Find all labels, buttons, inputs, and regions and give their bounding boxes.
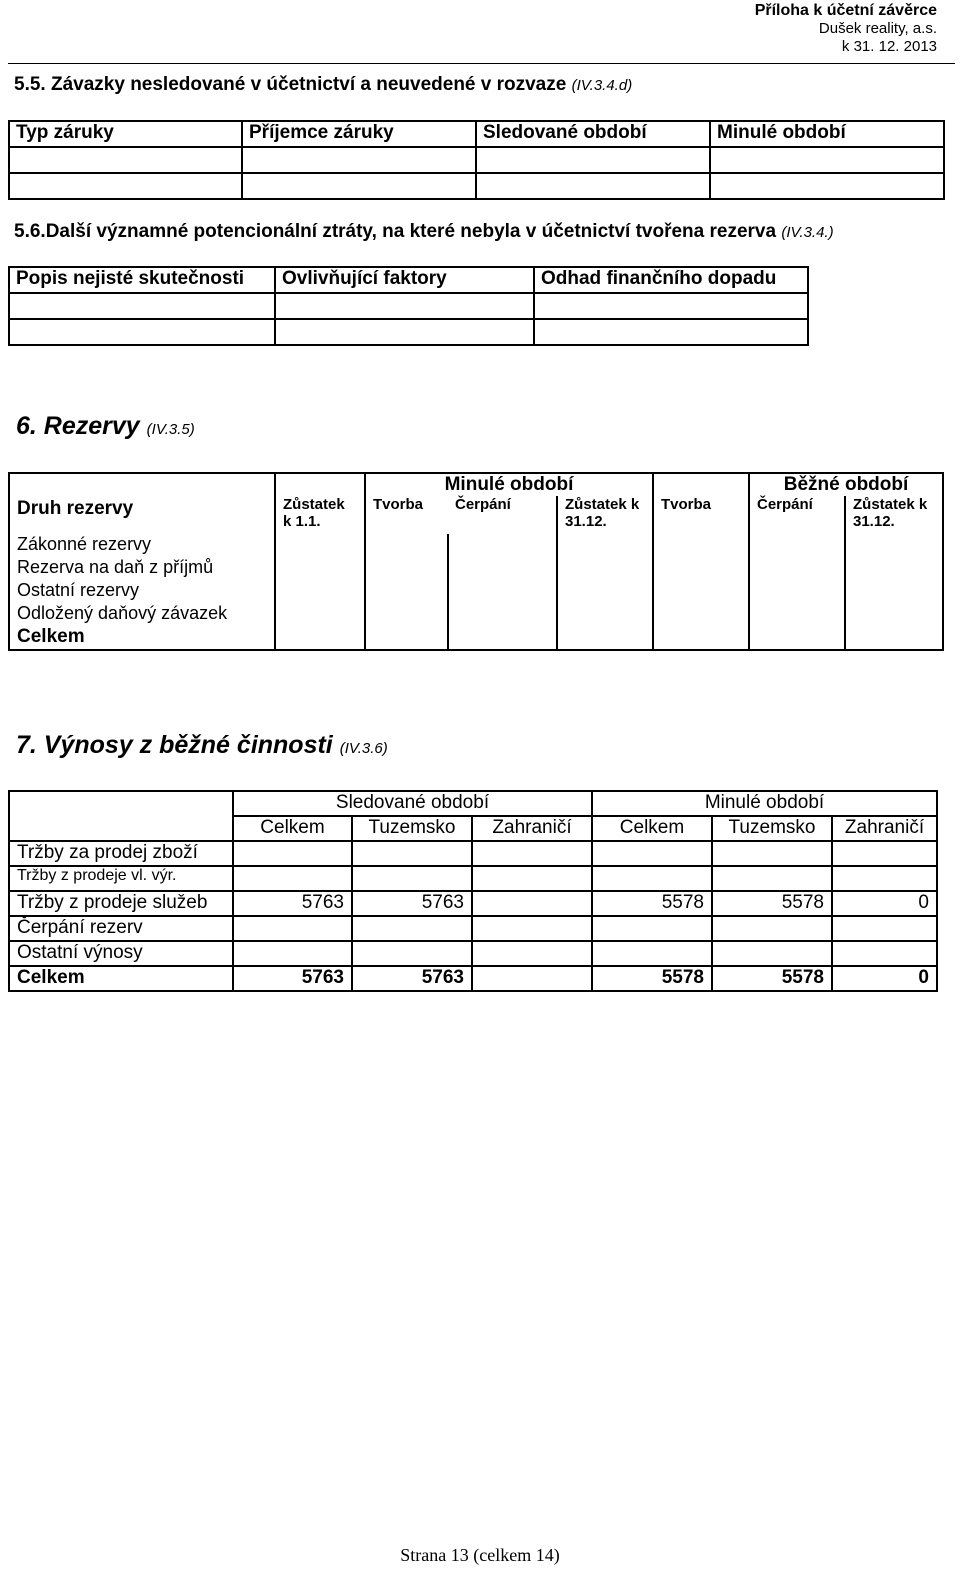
cell: [472, 916, 592, 941]
section-7-heading: [16, 731, 388, 760]
col-header: Zahraničí: [472, 816, 592, 841]
group-curr-period: Sledované období: [233, 791, 592, 816]
cell: [592, 916, 712, 941]
section-6-title: 6. Rezervy: [16, 412, 140, 440]
section-7-ref: (IV.3.6): [339, 740, 388, 757]
table-group-row: [9, 473, 943, 496]
row-label: Ostatní výnosy: [9, 941, 233, 966]
cell: 5578: [712, 966, 832, 991]
row-label: Ostatní rezervy: [9, 580, 275, 603]
table-row: [9, 147, 944, 173]
col-header: Popis nejisté skutečnosti: [9, 267, 275, 293]
cell: 5763: [233, 891, 352, 916]
col-header: Celkem: [592, 816, 712, 841]
cell: [712, 841, 832, 866]
table-row: [9, 319, 808, 345]
col-prev-creation: Tvorba: [365, 496, 448, 534]
cell: [352, 866, 472, 891]
table-total-row: [9, 966, 937, 991]
col-curr-closing: Zůstatek k 31.12.: [845, 496, 943, 534]
row-label: Tržby za prodej zboží: [9, 841, 233, 866]
cell: [712, 866, 832, 891]
table-row: [9, 841, 937, 866]
row-header: Druh rezervy: [9, 496, 275, 534]
cell: 0: [832, 891, 937, 916]
table-row: [9, 557, 943, 580]
table-header-row: [9, 121, 944, 147]
cell: [233, 941, 352, 966]
col-header: Ovlivňující faktory: [275, 267, 534, 293]
table-group-row: [9, 791, 937, 816]
cell: 5763: [352, 891, 472, 916]
section-5-5-ref: (IV.3.4.d): [571, 77, 633, 94]
row-label: Zákonné rezervy: [9, 534, 275, 557]
cell: [352, 841, 472, 866]
col-header: Tuzemsko: [712, 816, 832, 841]
col-header: Tuzemsko: [352, 816, 472, 841]
row-label: Odložený daňový závazek: [9, 603, 275, 626]
col-header: Minulé období: [710, 121, 944, 147]
cell: [832, 916, 937, 941]
cell: [233, 916, 352, 941]
cell: [592, 866, 712, 891]
cell: [472, 941, 592, 966]
table-row: [9, 916, 937, 941]
cell: [832, 941, 937, 966]
col-curr-creation: Tvorba: [653, 496, 749, 534]
cell: 5763: [233, 966, 352, 991]
table-row: [9, 293, 808, 319]
cell: [472, 966, 592, 991]
group-prev-period: Minulé období: [592, 791, 937, 816]
cell: [472, 891, 592, 916]
cell: [592, 941, 712, 966]
cell: [352, 916, 472, 941]
reserves-table: [8, 472, 944, 651]
row-label: Tržby z prodeje vl. výr.: [9, 866, 233, 891]
guarantees-table: [8, 120, 945, 200]
table-row: [9, 891, 937, 916]
header-rule: [8, 63, 955, 64]
row-label: Tržby z prodeje služeb: [9, 891, 233, 916]
cell: 5763: [352, 966, 472, 991]
col-header: Odhad finančního dopadu: [534, 267, 808, 293]
cell: [233, 866, 352, 891]
table-row: [9, 173, 944, 199]
cell: [472, 841, 592, 866]
cell: [832, 866, 937, 891]
cell: [832, 841, 937, 866]
page-footer: Strana 13 (celkem 14): [400, 1545, 560, 1565]
row-label: Rezerva na daň z příjmů: [9, 557, 275, 580]
section-5-6-heading: [14, 221, 834, 243]
row-label: Celkem: [9, 966, 233, 991]
header-date: k 31. 12. 2013: [841, 38, 937, 55]
col-header: Zahraničí: [832, 816, 937, 841]
cell: [712, 916, 832, 941]
col-header: Příjemce záruky: [242, 121, 476, 147]
table-row: [9, 941, 937, 966]
col-header: Sledované období: [476, 121, 710, 147]
table-row: [9, 866, 937, 891]
table-header-row: [9, 816, 937, 841]
header-company: Dušek reality, a.s.: [818, 20, 937, 37]
cell: [592, 841, 712, 866]
table-header-row: [9, 496, 943, 534]
header-title: Příloha k účetní závěrce: [754, 2, 937, 19]
row-label: Celkem: [9, 626, 275, 650]
section-6-heading: [16, 412, 195, 441]
table-row: [9, 534, 943, 557]
col-header: Typ záruky: [9, 121, 242, 147]
section-6-ref: (IV.3.5): [146, 421, 195, 438]
section-7-title: 7. Výnosy z běžné činnosti: [16, 731, 333, 759]
cell: 5578: [592, 966, 712, 991]
col-header: Celkem: [233, 816, 352, 841]
document-header: [755, 2, 937, 56]
col-opening-balance: Zůstatek k 1.1.: [275, 496, 365, 534]
cell: [712, 941, 832, 966]
col-prev-usage: Čerpání: [448, 496, 557, 534]
cell: [352, 941, 472, 966]
cell: 5578: [712, 891, 832, 916]
section-5-5-title: 5.5. Závazky nesledované v účetnictví a neuvedené v rozvaze: [14, 74, 567, 95]
cell: 0: [832, 966, 937, 991]
table-row: [9, 626, 943, 650]
table-header-row: [9, 267, 808, 293]
section-5-5-heading: [14, 74, 632, 96]
section-5-6-title: 5.6.Další významné potencionální ztráty, na které nebyla v účetnictví tvořena rezerva: [14, 221, 777, 242]
col-prev-closing: Zůstatek k 31.12.: [557, 496, 653, 534]
row-label: Čerpání rezerv: [9, 916, 233, 941]
group-curr-period: Běžné období: [749, 473, 943, 496]
income-table: [8, 790, 938, 992]
potential-losses-table: [8, 266, 809, 346]
table-row: [9, 603, 943, 626]
group-prev-period: Minulé období: [365, 473, 653, 496]
cell: 5578: [592, 891, 712, 916]
table-row: [9, 580, 943, 603]
col-curr-usage: Čerpání: [749, 496, 845, 534]
cell: [233, 841, 352, 866]
section-5-6-ref: (IV.3.4.): [781, 224, 834, 241]
cell: [472, 866, 592, 891]
